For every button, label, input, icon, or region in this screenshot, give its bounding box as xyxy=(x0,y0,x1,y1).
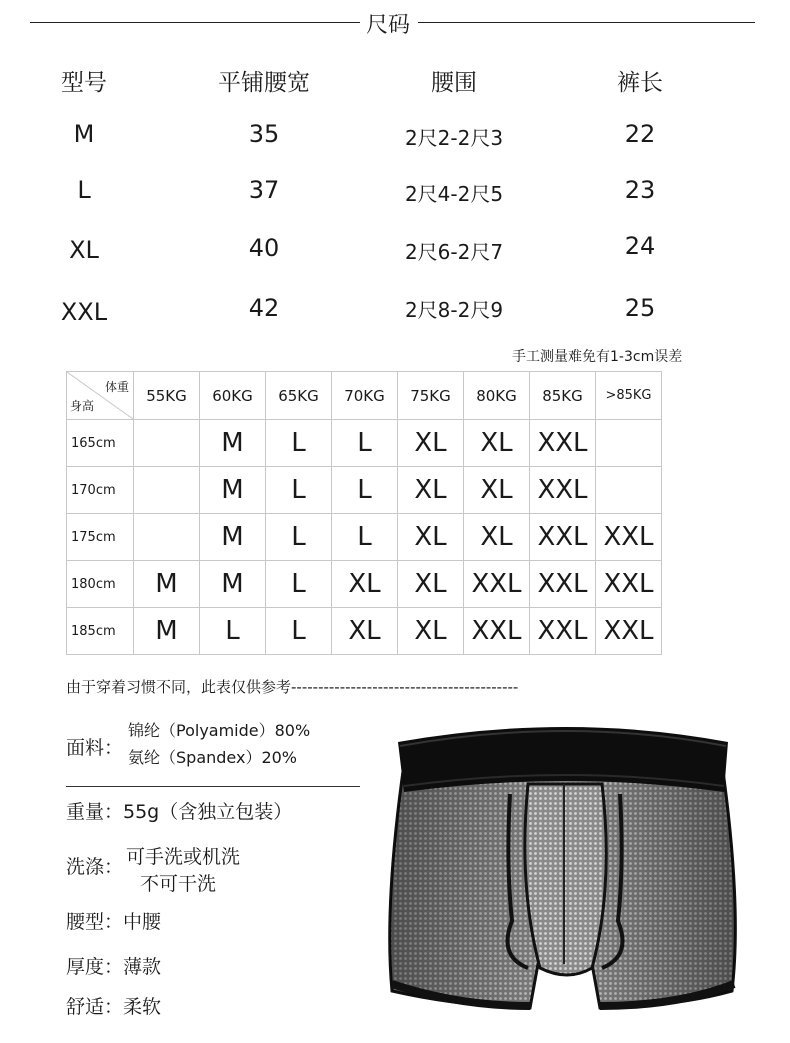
fit-chart-corner xyxy=(67,372,134,420)
size-cell: XL xyxy=(332,561,398,608)
size-cell: L xyxy=(266,514,332,561)
size-row-flat-waist: 42 xyxy=(248,294,280,322)
wash-line-2: 不可干洗 xyxy=(140,873,217,895)
comfort-spec: 舒适：柔软 xyxy=(66,996,162,1018)
size-row-length: 23 xyxy=(624,176,656,204)
size-cell: XL xyxy=(398,514,464,561)
size-cell xyxy=(134,420,200,467)
wash-label: 洗涤： xyxy=(66,856,124,878)
fit-chart-table xyxy=(66,371,662,655)
weight-spec: 重量：55g（含独立包装） xyxy=(66,801,293,823)
size-cell: XXL xyxy=(596,514,662,561)
fit-chart-row xyxy=(67,514,662,561)
wash-line-1: 可手洗或机洗 xyxy=(126,846,241,868)
size-cell: XL xyxy=(398,561,464,608)
size-cell: L xyxy=(332,514,398,561)
size-cell: XL xyxy=(398,608,464,655)
corner-weight-label: 体重 xyxy=(104,380,129,394)
size-header-length: 裤长 xyxy=(617,70,663,96)
mesh-boxer-briefs-image xyxy=(378,706,758,1036)
weight-header: 75KG xyxy=(398,372,464,420)
size-cell: L xyxy=(266,561,332,608)
specs-divider xyxy=(66,786,360,787)
height-label: 180cm xyxy=(67,561,134,608)
size-cell: XXL xyxy=(530,467,596,514)
size-cell: M xyxy=(200,420,266,467)
height-label: 185cm xyxy=(67,608,134,655)
size-cell: L xyxy=(266,608,332,655)
size-cell xyxy=(596,467,662,514)
size-row-length: 22 xyxy=(624,120,656,148)
waist-type-spec: 腰型：中腰 xyxy=(66,911,162,933)
measurement-note: 手工测量难免有1-3cm误差 xyxy=(512,349,683,365)
weight-header: 55KG xyxy=(134,372,200,420)
size-cell: L xyxy=(332,467,398,514)
size-cell: XL xyxy=(464,420,530,467)
size-cell: M xyxy=(200,514,266,561)
size-cell: M xyxy=(200,467,266,514)
size-cell: XXL xyxy=(530,608,596,655)
size-row-model: XXL xyxy=(60,298,108,326)
thickness-spec: 厚度：薄款 xyxy=(66,956,162,978)
size-row-flat-waist: 40 xyxy=(248,234,280,262)
size-cell: XL xyxy=(464,467,530,514)
size-row-model: XL xyxy=(69,236,99,264)
fabric-line-2: 氨纶（Spandex）20% xyxy=(128,748,298,767)
size-cell: XL xyxy=(398,420,464,467)
size-cell: M xyxy=(134,608,200,655)
size-cell: XXL xyxy=(464,561,530,608)
size-cell: M xyxy=(200,561,266,608)
size-cell: XL xyxy=(464,514,530,561)
height-label: 165cm xyxy=(67,420,134,467)
size-row-waist: 2尺2-2尺3 xyxy=(404,126,504,150)
size-cell: L xyxy=(332,420,398,467)
weight-header: 80KG xyxy=(464,372,530,420)
size-row-waist: 2尺4-2尺5 xyxy=(404,182,504,206)
size-header-model: 型号 xyxy=(61,70,107,96)
size-cell xyxy=(596,420,662,467)
height-label: 175cm xyxy=(67,514,134,561)
size-header-flat-waist: 平铺腰宽 xyxy=(218,70,310,96)
fit-chart-row xyxy=(67,608,662,655)
size-row-model: L xyxy=(77,176,91,204)
size-cell: XXL xyxy=(530,514,596,561)
size-row-flat-waist: 35 xyxy=(248,120,280,148)
weight-header: 70KG xyxy=(332,372,398,420)
size-row-length: 25 xyxy=(624,294,656,322)
size-cell: XL xyxy=(398,467,464,514)
fabric-label: 面料： xyxy=(66,737,124,759)
fit-chart-row xyxy=(67,420,662,467)
size-cell: XL xyxy=(332,608,398,655)
size-cell: XXL xyxy=(530,420,596,467)
size-cell: L xyxy=(266,420,332,467)
size-cell xyxy=(134,514,200,561)
size-cell: XXL xyxy=(596,608,662,655)
corner-height-label: 身高 xyxy=(70,399,95,413)
weight-header: 85KG xyxy=(530,372,596,420)
size-row-flat-waist: 37 xyxy=(248,176,280,204)
size-cell: XXL xyxy=(530,561,596,608)
fit-chart-header-row xyxy=(67,372,662,420)
disclaimer-text: 由于穿着习惯不同，此表仅供参考------------------------------------------ xyxy=(66,678,519,696)
fit-chart-row xyxy=(67,467,662,514)
height-label: 170cm xyxy=(67,467,134,514)
page-title: 尺码 xyxy=(366,13,411,38)
size-cell xyxy=(134,467,200,514)
size-row-waist: 2尺6-2尺7 xyxy=(404,240,504,264)
size-cell: L xyxy=(266,467,332,514)
size-cell: XXL xyxy=(596,561,662,608)
fit-chart-row xyxy=(67,561,662,608)
fabric-line-1: 锦纶（Polyamide）80% xyxy=(128,721,311,740)
size-cell: M xyxy=(134,561,200,608)
weight-header: 65KG xyxy=(266,372,332,420)
size-cell: XXL xyxy=(464,608,530,655)
size-row-waist: 2尺8-2尺9 xyxy=(404,298,504,322)
weight-header: 60KG xyxy=(200,372,266,420)
size-row-length: 24 xyxy=(624,232,656,260)
size-cell: L xyxy=(200,608,266,655)
size-header-waist: 腰围 xyxy=(431,70,477,96)
size-row-model: M xyxy=(73,120,95,148)
header-rule-left xyxy=(30,22,360,23)
header-rule-right xyxy=(418,22,755,23)
weight-header: >85KG xyxy=(596,372,662,420)
